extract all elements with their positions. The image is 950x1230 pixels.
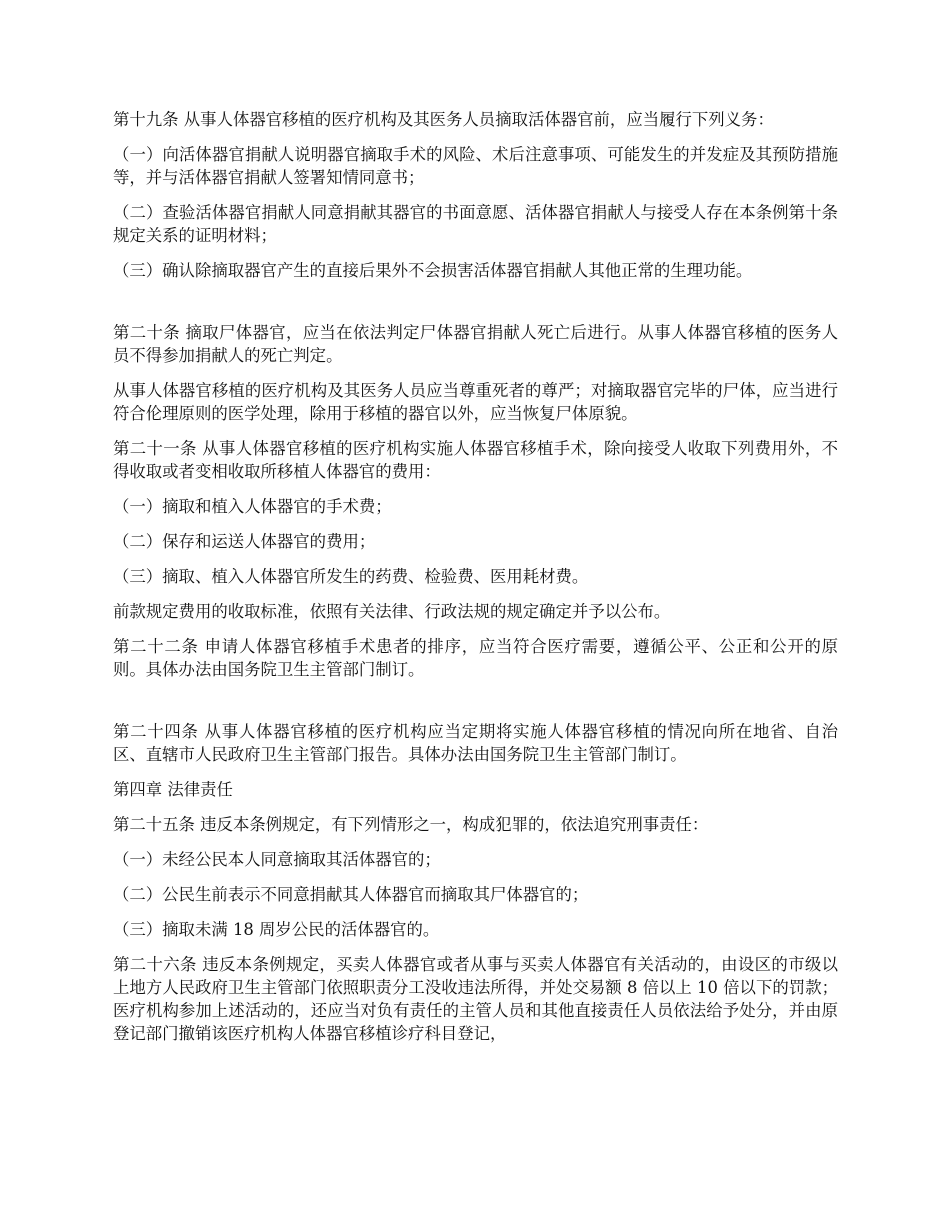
article-21-heading: 第二十一条 从事人体器官移植的医疗机构实施人体器官移植手术，除向接受人收取下列费用外，不得收取或者变相收取所移植人体器官的费用：	[113, 439, 838, 481]
article-25-heading: 第二十五条 违反本条例规定，有下列情形之一，构成犯罪的，依法追究刑事责任：	[113, 815, 709, 834]
document-body	[113, 108, 838, 1057]
spacer	[113, 294, 838, 321]
article-22: 第二十二条 申请人体器官移植手术患者的排序，应当符合医疗需要，遵循公平、公正和公开的原则。具体办法由国务院卫生主管部门制订。	[113, 637, 838, 679]
article-26: 第二十六条 违反本条例规定，买卖人体器官或者从事与买卖人体器官有关活动的，由设区的市级以上地方人民政府卫生主管部门依照职责分工没收违法所得，并处交易额 8 倍以上 10 倍以下的罚款；医疗机构参加上述活动的，还应当对负有责任的主管人员和其他直接责任人员依法给予处分，并由原登记部门撤销该医疗机构人体器官移植诊疗科目登记，	[113, 955, 838, 1043]
article-19-item-1: （一）向活体器官捐献人说明器官摘取手术的风险、术后注意事项、可能发生的并发症及其预防措施等，并与活体器官捐献人签署知情同意书；	[113, 145, 838, 187]
article-21-item-1: （一）摘取和植入人体器官的手术费；	[113, 497, 392, 516]
article-20-clause-2: 从事人体器官移植的医疗机构及其医务人员应当尊重死者的尊严；对摘取器官完毕的尸体，应当进行符合伦理原则的医学处理，除用于移植的器官以外，应当恢复尸体原貌。	[113, 381, 838, 423]
spacer	[113, 693, 838, 720]
chapter-4-heading: 第四章 法律责任	[113, 780, 233, 799]
article-25-item-3: （三）摘取未满 18 周岁公民的活体器官的。	[113, 920, 440, 939]
article-19-heading: 第十九条 从事人体器官移植的医疗机构及其医务人员摘取活体器官前，应当履行下列义务：	[113, 110, 774, 129]
article-25-item-2: （二）公民生前表示不同意捐献其人体器官而摘取其尸体器官的；	[113, 885, 589, 904]
article-24: 第二十四条 从事人体器官移植的医疗机构应当定期将实施人体器官移植的情况向所在地省、自治区、直辖市人民政府卫生主管部门报告。具体办法由国务院卫生主管部门制订。	[113, 722, 838, 764]
article-19-item-3: （三）确认除摘取器官产生的直接后果外不会损害活体器官捐献人其他正常的生理功能。	[113, 261, 753, 280]
article-21-item-2: （二）保存和运送人体器官的费用；	[113, 532, 376, 551]
article-25-item-1: （一）未经公民本人同意摘取其活体器官的；	[113, 850, 441, 869]
article-20: 第二十条 摘取尸体器官，应当在依法判定尸体器官捐献人死亡后进行。从事人体器官移植的医务人员不得参加捐献人的死亡判定。	[113, 323, 838, 365]
article-19-item-2: （二）查验活体器官捐献人同意捐献其器官的书面意愿、活体器官捐献人与接受人存在本条例第十条规定关系的证明材料；	[113, 203, 838, 245]
article-21-item-3: （三）摘取、植入人体器官所发生的药费、检验费、医用耗材费。	[113, 567, 589, 586]
article-21-clause-2: 前款规定费用的收取标准，依照有关法律、行政法规的规定确定并予以公布。	[113, 602, 671, 621]
